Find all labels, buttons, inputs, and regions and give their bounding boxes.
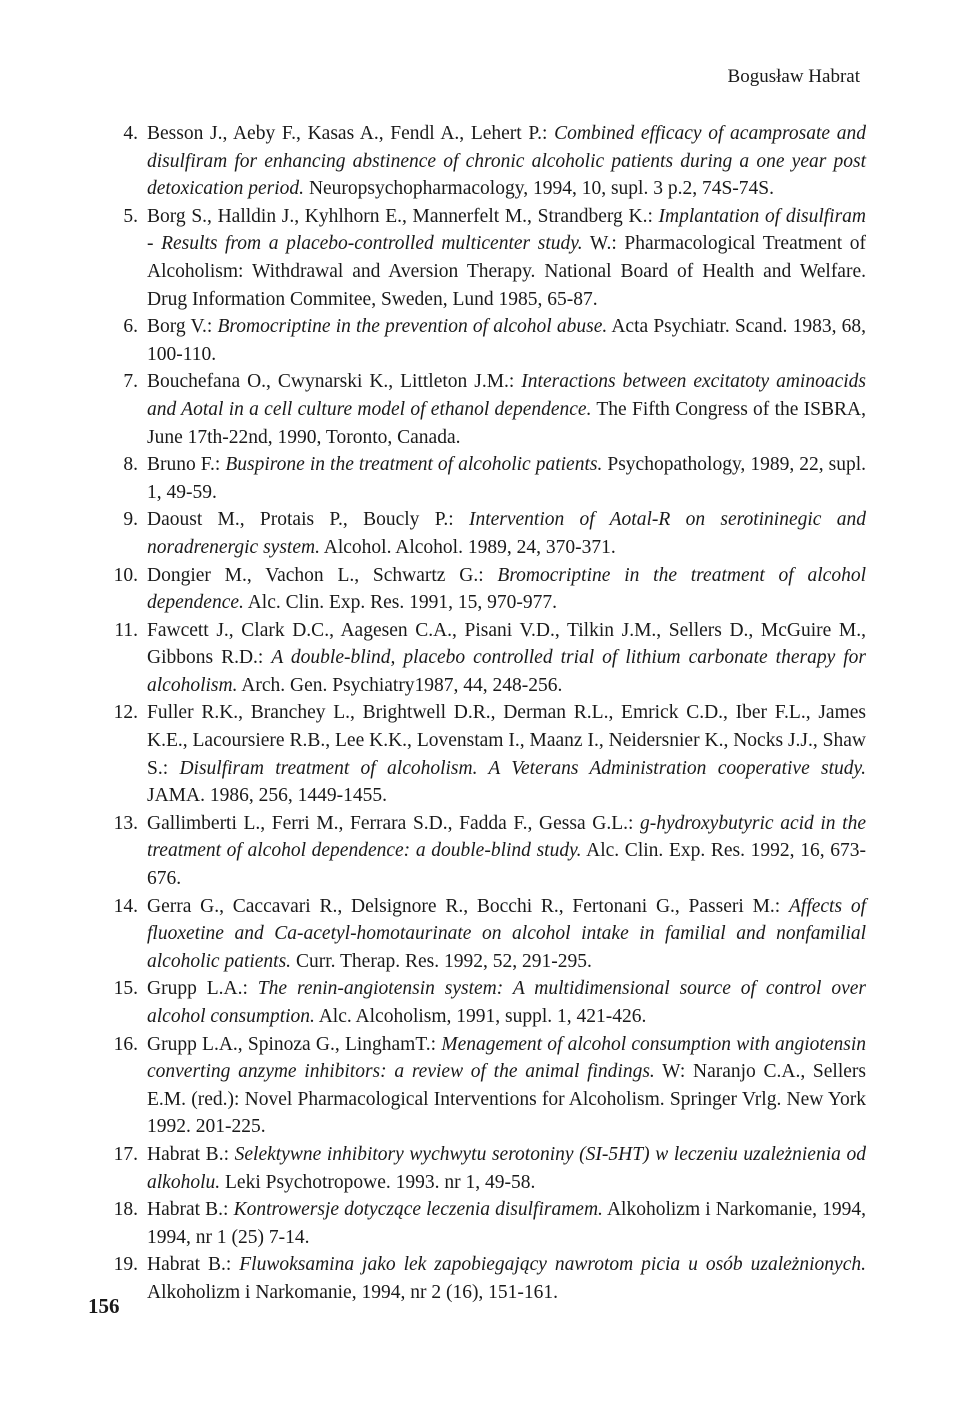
reference-body xyxy=(147,1141,866,1196)
reference-authors: Fawcett J., Clark D.C., Aagesen C.A., Pisani V.D., Tilkin J.M., Sellers D., McGuire M., Gibbons R.D.: xyxy=(147,619,866,669)
reference-number: 15. xyxy=(113,978,138,1000)
reference-body xyxy=(147,203,866,313)
reference-item xyxy=(104,313,866,368)
reference-item xyxy=(104,368,866,451)
reference-item xyxy=(104,203,866,313)
reference-source: Neuropsychopharmacology, 1994, 10, supl. 3 p.2, 74S-74S. xyxy=(304,178,775,200)
reference-title: Disulfiram treatment of alcoholism. A Veterans Administration cooperative study. xyxy=(179,757,866,779)
reference-source: W: Naranjo C.A., Sellers E.M. (red.): Novel Pharmacological Interventions for Alcoholism. Springer Vrlg. New York 1992. 201-225. xyxy=(147,1061,867,1138)
reference-authors: Fuller R.K., Branchey L., Brightwell D.R., Derman R.L., Emrick C.D., Iber F.L., James K.E., Lacoursiere R.B., Lee K.K., Lovenstam I., Maanz I., Neidersnier K., Nocks J.J., Shaw S.: xyxy=(147,702,866,779)
reference-number: 16. xyxy=(113,1033,138,1055)
reference-item xyxy=(104,562,866,617)
reference-number: 8. xyxy=(123,454,138,476)
reference-body xyxy=(147,617,866,700)
reference-body xyxy=(147,506,866,561)
reference-item xyxy=(104,1031,866,1141)
reference-body xyxy=(147,451,866,506)
reference-authors: Dongier M., Vachon L., Schwartz G.: xyxy=(147,564,498,586)
reference-source: Alkoholizm i Narkomanie, 1994, nr 2 (16), 151-161. xyxy=(147,1281,559,1303)
reference-item xyxy=(104,120,866,203)
reference-source: Alkoholizm i Narkomanie, 1994, 1994, nr 1 (25) 7-14. xyxy=(147,1199,866,1248)
reference-source: Psychopathology, 1989, 22, supl. 1, 49-59. xyxy=(147,454,867,503)
reference-title: Combined efficacy of acamprosate and disulfiram for enhancing abstinence of chronic alcoholic patients during a one year post detoxication period. xyxy=(147,123,867,200)
reference-title: Affects of fluoxetine and Ca-acetyl-homotaurinate on alcohol intake in familial and nonfamilial alcoholic patients. xyxy=(147,895,866,972)
reference-body xyxy=(147,313,866,368)
reference-authors: Grupp L.A., Spinoza G., LinghamT.: xyxy=(147,1033,442,1055)
reference-source: The Fifth Congress of the ISBRA, June 17th-22nd, 1990, Toronto, Canada. xyxy=(147,398,866,448)
reference-item xyxy=(104,451,866,506)
reference-number: 7. xyxy=(123,371,138,393)
reference-number: 9. xyxy=(123,509,138,531)
reference-source: Alcohol. Alcohol. 1989, 24, 370-371. xyxy=(319,536,616,558)
reference-source: Acta Psychiatr. Scand. 1983, 68, 100-110. xyxy=(147,316,866,365)
reference-item xyxy=(104,1196,866,1251)
reference-number: 13. xyxy=(113,812,138,834)
reference-body xyxy=(147,120,866,203)
reference-number: 18. xyxy=(113,1199,138,1221)
reference-body xyxy=(147,1251,866,1306)
reference-number: 17. xyxy=(113,1143,138,1165)
reference-number: 14. xyxy=(113,895,138,917)
reference-title: Interactions between excitatoty aminoacids and Aotal in a cell culture model of ethanol dependence. xyxy=(147,371,867,420)
reference-number: 6. xyxy=(123,316,138,338)
reference-body xyxy=(147,975,866,1030)
reference-title: Bromocriptine in the prevention of alcohol abuse. xyxy=(217,316,608,338)
reference-authors: Bruno F.: xyxy=(147,454,226,476)
reference-title: A double-blind, placebo controlled trial of lithium carbonate therapy for alcoholism. xyxy=(147,647,866,696)
reference-list xyxy=(104,120,866,1307)
reference-number: 5. xyxy=(123,205,138,227)
reference-title: Fluwoksamina jako lek zapobiegający nawrotom picia u osób uzależnionych. xyxy=(239,1254,866,1276)
reference-title: Selektywne inhibitory wychwytu serotoniny (SI-5HT) w leczeniu uzależnienia od alkoholu. xyxy=(147,1143,866,1193)
reference-source: Curr. Therap. Res. 1992, 52, 291-295. xyxy=(291,950,592,972)
reference-authors: Habrat B.: xyxy=(147,1199,234,1221)
reference-title: Buspirone in the treatment of alcoholic patients. xyxy=(225,454,603,476)
reference-source: Alc. Clin. Exp. Res. 1992, 16, 673-676. xyxy=(147,840,866,890)
page-number: 156 xyxy=(88,1294,120,1318)
reference-source: JAMA. 1986, 256, 1449-1455. xyxy=(147,785,387,807)
reference-body xyxy=(147,699,866,809)
reference-body xyxy=(147,810,866,893)
reference-source: W.: Pharmacological Treatment of Alcoholism: Withdrawal and Aversion Therapy. National Board of Health and Welfare. Drug Information Commitee, Sweden, Lund 1985, 65-87. xyxy=(147,233,866,310)
reference-number: 4. xyxy=(123,123,138,144)
reference-source: Alc. Alcoholism, 1991, suppl. 1, 421-426. xyxy=(314,1006,647,1027)
running-header-author: Bogusław Habrat xyxy=(727,66,860,87)
reference-source: Leki Psychotropowe. 1993. nr 1, 49-58. xyxy=(220,1171,536,1193)
reference-item xyxy=(104,975,866,1030)
reference-authors: Bouchefana O., Cwynarski K., Littleton J.M.: xyxy=(147,371,522,393)
reference-number: 12. xyxy=(113,702,138,724)
reference-authors: Daoust M., Protais P., Boucly P.: xyxy=(147,509,469,531)
reference-item xyxy=(104,699,866,809)
reference-item xyxy=(104,506,866,561)
reference-source: Arch. Gen. Psychiatry1987, 44, 248-256. xyxy=(237,674,563,696)
reference-title: The renin-angiotensin system: A multidimensional source of control over alcohol consumption. xyxy=(147,978,866,1027)
reference-body xyxy=(147,1196,866,1251)
reference-item xyxy=(104,617,866,700)
reference-authors: Gallimberti L., Ferri M., Ferrara S.D., Fadda F., Gessa G.L.: xyxy=(147,812,641,834)
reference-number: 11. xyxy=(114,619,138,641)
reference-authors: Borg V.: xyxy=(147,316,218,338)
reference-item xyxy=(104,1141,866,1196)
reference-item xyxy=(104,810,866,893)
reference-authors: Borg S., Halldin J., Kyhlhorn E., Mannerfelt M., Strandberg K.: xyxy=(147,205,659,227)
reference-source: Alc. Clin. Exp. Res. 1991, 15, 970-977. xyxy=(243,592,557,614)
reference-body xyxy=(147,893,866,976)
reference-body xyxy=(147,368,866,451)
reference-title: Intervention of Aotal-R on serotininegic and noradrenergic system. xyxy=(147,509,866,558)
reference-body xyxy=(147,562,866,617)
reference-authors: Habrat B.: xyxy=(147,1254,240,1276)
reference-title: g-hydroxybutyric acid in the treatment of alcohol dependence: a double-blind study. xyxy=(147,812,866,862)
reference-authors: Habrat B.: xyxy=(147,1143,235,1165)
reference-title: Bromocriptine in the treatment of alcohol dependence. xyxy=(147,564,866,614)
reference-title: Implantation of disulfiram - Results from a placebo-controlled multicenter study. xyxy=(147,205,866,255)
reference-title: Kontrowersje dotyczące leczenia disulfiramem. xyxy=(233,1199,603,1221)
reference-item xyxy=(104,1251,866,1306)
reference-number: 19. xyxy=(113,1254,138,1276)
reference-authors: Gerra G., Caccavari R., Delsignore R., Bocchi R., Fertonani G., Passeri M.: xyxy=(147,895,789,917)
reference-title: Menagement of alcohol consumption with angiotensin converting anzyme inhibitors: a review of the animal findings. xyxy=(147,1033,866,1083)
reference-item xyxy=(104,893,866,976)
reference-authors: Besson J., Aeby F., Kasas A., Fendl A., Lehert P.: xyxy=(147,123,555,144)
reference-authors: Grupp L.A.: xyxy=(147,978,258,1000)
reference-number: 10. xyxy=(113,564,138,586)
reference-body xyxy=(147,1031,866,1141)
